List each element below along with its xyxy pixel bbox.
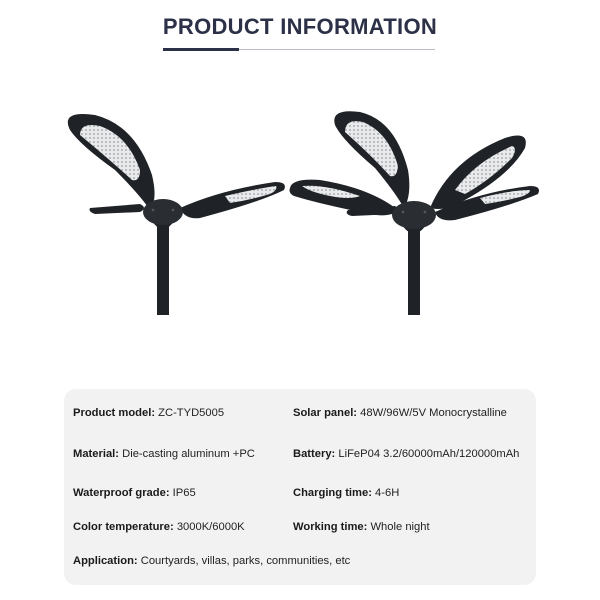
spec-value: ZC-TYD5005 bbox=[158, 407, 225, 419]
spec-label: Product model: bbox=[73, 407, 156, 419]
spec-color-temperature bbox=[73, 521, 245, 533]
spec-value: IP65 bbox=[172, 487, 196, 499]
spec-waterproof-grade bbox=[73, 487, 196, 499]
spec-label: Working time: bbox=[293, 521, 368, 533]
spec-label: Waterproof grade: bbox=[73, 487, 170, 499]
spec-value: 48W/96W/5V Monocrystalline bbox=[360, 407, 507, 419]
spec-charging-time bbox=[293, 487, 399, 499]
spec-value: Whole night bbox=[370, 521, 430, 533]
spec-label: Charging time: bbox=[293, 487, 372, 499]
spec-value: LiFeP04 3.2/60000mAh/120000mAh bbox=[338, 448, 520, 460]
spec-solar-panel bbox=[293, 407, 507, 419]
spec-label: Battery: bbox=[293, 448, 336, 460]
spec-value: Courtyards, villas, parks, communities, etc bbox=[140, 555, 351, 567]
spec-material bbox=[73, 448, 255, 460]
spec-label: Material: bbox=[73, 448, 120, 460]
page-title: PRODUCT INFORMATION bbox=[162, 14, 438, 39]
spec-label: Color temperature: bbox=[73, 521, 174, 533]
spec-application bbox=[73, 555, 350, 567]
spec-working-time bbox=[293, 521, 430, 533]
spec-panel bbox=[64, 389, 536, 585]
spec-product-model bbox=[73, 407, 224, 419]
product-image-five-head bbox=[280, 100, 550, 315]
product-image-three-head bbox=[40, 100, 310, 315]
spec-value: 4-6H bbox=[375, 487, 400, 499]
spec-value: Die-casting aluminum +PC bbox=[122, 448, 255, 460]
title-divider-accent bbox=[163, 48, 239, 51]
spec-label: Solar panel: bbox=[293, 407, 358, 419]
spec-label: Application: bbox=[73, 555, 138, 567]
spec-value: 3000K/6000K bbox=[176, 521, 245, 533]
spec-battery bbox=[293, 448, 519, 460]
